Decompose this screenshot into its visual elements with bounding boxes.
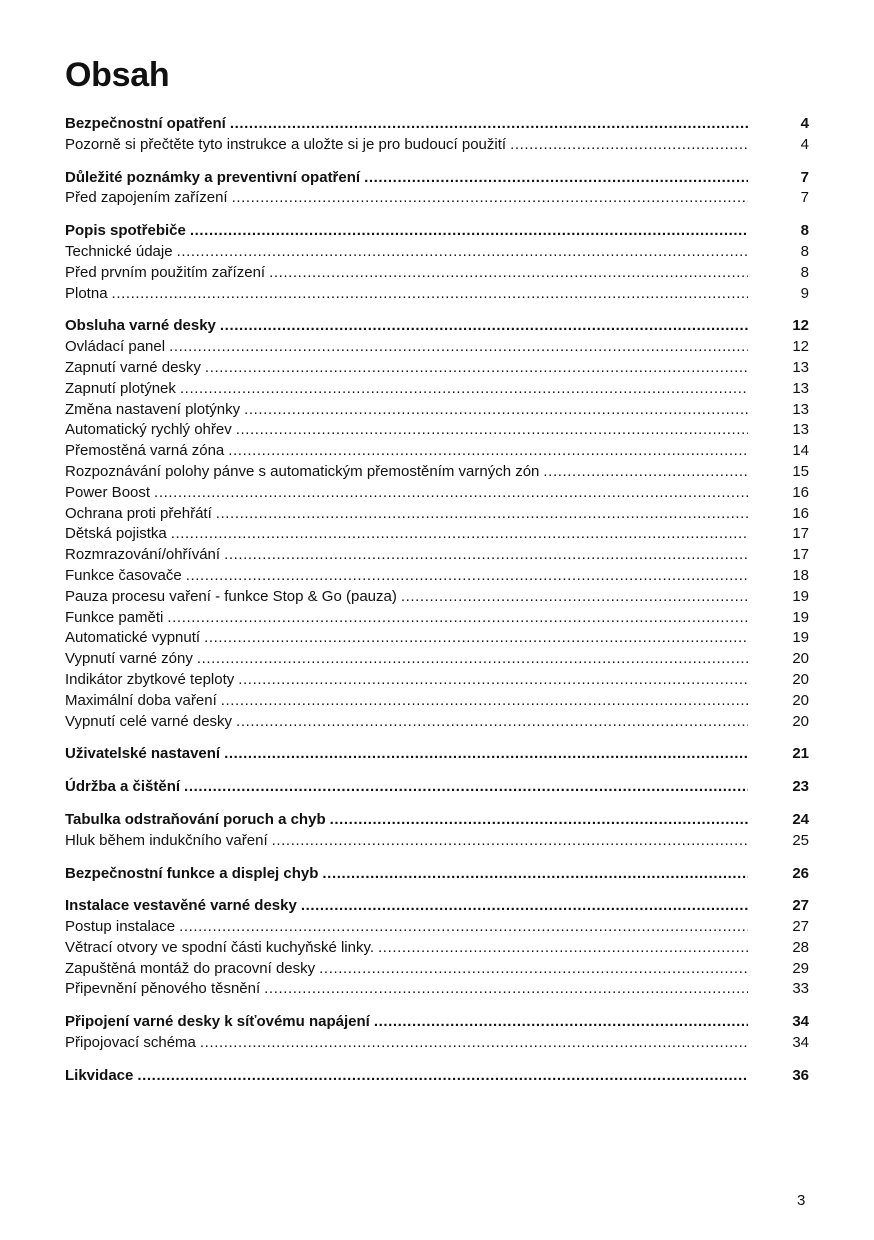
- toc-entry-page: 18: [792, 566, 809, 584]
- toc-entry-title: Vypnutí varné zóny: [65, 650, 193, 668]
- toc-entry-title: Plotna: [65, 284, 108, 302]
- dot-leader: [232, 188, 748, 209]
- toc-entry-title: Údržba a čištění: [65, 778, 181, 796]
- toc-entry[interactable]: [65, 524, 809, 545]
- toc-entry-title: Rozmrazování/ohřívání: [65, 546, 221, 564]
- toc-entry[interactable]: [65, 284, 809, 305]
- toc-entry-title: Indikátor zbytkové teploty: [65, 670, 235, 688]
- toc-entry-title: Technické údaje: [65, 242, 173, 260]
- toc-entry-title: Bezpečnostní opatření: [65, 115, 226, 132]
- toc-entry-page: 36: [792, 1066, 809, 1084]
- toc-section-heading[interactable]: [65, 896, 809, 917]
- toc-entry-title: Ochrana proti přehřátí: [65, 504, 212, 522]
- toc-entry-title: Ovládací panel: [65, 338, 166, 356]
- toc-entry-title: Power Boost: [65, 483, 151, 501]
- toc-entry-page: 17: [792, 525, 809, 543]
- toc-entry[interactable]: [65, 712, 809, 733]
- dot-leader: [112, 284, 748, 305]
- page-number: 3: [797, 1192, 806, 1209]
- toc-entry-page: 20: [792, 650, 809, 668]
- toc-entry-title: Pauza procesu vaření - funkce Stop & Go (pauza): [65, 587, 397, 605]
- dot-leader: [236, 420, 748, 441]
- toc-entry[interactable]: [65, 242, 809, 263]
- toc-entry[interactable]: [65, 400, 809, 421]
- toc-entry-page: 19: [792, 587, 809, 605]
- toc-entry[interactable]: [65, 628, 809, 649]
- dot-leader: [184, 777, 748, 798]
- toc-entry-title: Větrací otvory ve spodní části kuchyňské linky.: [65, 938, 375, 956]
- dot-leader: [137, 1066, 748, 1087]
- toc-entry[interactable]: [65, 691, 809, 712]
- toc-entry-page: 14: [792, 442, 809, 460]
- toc-entry-page: 9: [800, 284, 809, 302]
- toc-entry[interactable]: [65, 917, 809, 938]
- dot-leader: [197, 649, 748, 670]
- toc-entry-page: 19: [792, 608, 809, 626]
- dot-leader: [374, 1012, 748, 1033]
- toc-entry-title: Pozorně si přečtěte tyto instrukce a uložte si je pro budoucí použití: [65, 135, 507, 153]
- toc-entry-page: 27: [792, 918, 809, 936]
- toc-section-heading[interactable]: [65, 810, 809, 831]
- toc-entry-title: Postup instalace: [65, 918, 176, 936]
- toc-entry-title: Automatické vypnutí: [65, 629, 201, 647]
- toc-entry[interactable]: [65, 441, 809, 462]
- toc-entry[interactable]: [65, 608, 809, 629]
- toc-entry-page: 16: [792, 504, 809, 522]
- dot-leader: [230, 114, 748, 135]
- toc-entry[interactable]: [65, 1033, 809, 1054]
- toc-entry[interactable]: [65, 831, 809, 852]
- dot-leader: [167, 608, 748, 629]
- toc-entry-page: 4: [800, 135, 809, 153]
- toc-entry-page: 16: [792, 483, 809, 501]
- toc-section-heading[interactable]: [65, 1066, 809, 1087]
- toc-entry[interactable]: [65, 188, 809, 209]
- toc-entry-title: Likvidace: [65, 1066, 134, 1084]
- dot-leader: [179, 917, 748, 938]
- dot-leader: [364, 168, 748, 189]
- toc-entry-page: 13: [792, 421, 809, 439]
- dot-leader: [205, 358, 748, 379]
- toc-entry-page: 28: [792, 938, 809, 956]
- dot-leader: [216, 504, 748, 525]
- toc-entry-title: Instalace vestavěné varné desky: [65, 897, 297, 915]
- toc-entry-title: Zapuštěná montáž do pracovní desky: [65, 959, 316, 977]
- toc-entry-title: Změna nastavení plotýnky: [65, 400, 241, 418]
- toc-entry-page: 7: [800, 189, 809, 207]
- dot-leader: [204, 628, 748, 649]
- toc-entry-title: Připevnění pěnového těsnění: [65, 980, 261, 998]
- dot-leader: [224, 744, 748, 765]
- toc-entry-title: Před prvním použitím zařízení: [65, 263, 266, 281]
- toc-entry[interactable]: [65, 263, 809, 284]
- toc-entry-title: Zapnutí plotýnek: [65, 379, 176, 397]
- toc-entry-page: 34: [792, 1034, 809, 1052]
- toc-entry-title: Popis spotřebiče: [65, 222, 186, 240]
- dot-leader: [264, 979, 748, 1000]
- dot-leader: [543, 462, 748, 483]
- dot-leader: [154, 483, 748, 504]
- dot-leader: [190, 221, 748, 242]
- toc-section-heading[interactable]: [65, 221, 809, 242]
- page-title: Obsah: [65, 56, 170, 94]
- toc-entry-page: 15: [792, 462, 809, 480]
- toc-entry-page: 21: [792, 745, 809, 763]
- toc-entry[interactable]: [65, 337, 809, 358]
- toc-entry[interactable]: [65, 483, 809, 504]
- toc-entry-page: 8: [800, 242, 809, 260]
- toc-entry-title: Tabulka odstraňování poruch a chyb: [65, 810, 326, 828]
- table-of-contents: [65, 114, 809, 1087]
- toc-entry[interactable]: [65, 420, 809, 441]
- toc-entry-page: 12: [792, 338, 809, 356]
- toc-entry[interactable]: [65, 566, 809, 587]
- toc-entry-title: Uživatelské nastavení: [65, 745, 221, 763]
- toc-entry-title: Funkce časovače: [65, 566, 182, 584]
- dot-leader: [221, 691, 748, 712]
- toc-section-heading[interactable]: [65, 1012, 809, 1033]
- toc-entry-page: 17: [792, 546, 809, 564]
- toc-entry-title: Automatický rychlý ohřev: [65, 421, 232, 439]
- dot-leader: [401, 587, 748, 608]
- dot-leader: [228, 441, 748, 462]
- toc-entry-page: 33: [792, 980, 809, 998]
- dot-leader: [272, 831, 748, 852]
- toc-entry-title: Zapnutí varné desky: [65, 358, 201, 376]
- toc-entry-page: 8: [800, 222, 809, 240]
- toc-entry[interactable]: [65, 504, 809, 525]
- toc-entry-page: 20: [792, 712, 809, 730]
- toc-entry-page: 27: [792, 897, 809, 915]
- toc-group: [65, 316, 809, 732]
- toc-section-heading[interactable]: [65, 864, 809, 885]
- dot-leader: [177, 242, 748, 263]
- toc-entry-page: 13: [792, 379, 809, 397]
- dot-leader: [200, 1033, 748, 1054]
- toc-entry[interactable]: [65, 938, 809, 959]
- toc-section-heading[interactable]: [65, 168, 809, 189]
- toc-entry[interactable]: [65, 979, 809, 1000]
- toc-group: [65, 810, 809, 852]
- dot-leader: [220, 316, 748, 337]
- toc-group: [65, 114, 809, 156]
- toc-entry[interactable]: [65, 135, 809, 156]
- dot-leader: [322, 864, 748, 885]
- toc-entry-page: 12: [792, 317, 809, 335]
- toc-group: [65, 168, 809, 210]
- dot-leader: [244, 400, 748, 421]
- toc-entry-title: Obsluha varné desky: [65, 317, 216, 335]
- toc-group: [65, 777, 809, 798]
- toc-entry-page: 8: [800, 263, 809, 281]
- dot-leader: [378, 938, 748, 959]
- dot-leader: [224, 545, 748, 566]
- toc-section-heading[interactable]: [65, 744, 809, 765]
- toc-group: [65, 1066, 809, 1087]
- toc-entry[interactable]: [65, 379, 809, 400]
- toc-entry-page: 23: [792, 778, 809, 796]
- toc-entry-page: 25: [792, 831, 809, 849]
- toc-entry[interactable]: [65, 545, 809, 566]
- toc-entry-title: Připojovací schéma: [65, 1034, 196, 1052]
- toc-entry-title: Maximální doba vaření: [65, 691, 217, 709]
- toc-entry[interactable]: [65, 670, 809, 691]
- toc-entry-title: Připojení varné desky k síťovému napájení: [65, 1013, 370, 1031]
- toc-entry-title: Bezpečnostní funkce a displej chyb: [65, 864, 319, 882]
- toc-entry-page: 13: [792, 400, 809, 418]
- toc-entry-title: Funkce paměti: [65, 608, 164, 626]
- toc-entry-title: Rozpoznávání polohy pánve s automatickým přemostěním varných zón: [65, 462, 540, 480]
- toc-entry-page: 26: [792, 864, 809, 882]
- toc-entry-page: 19: [792, 629, 809, 647]
- dot-leader: [180, 379, 748, 400]
- toc-entry-title: Hluk během indukčního vaření: [65, 831, 268, 849]
- toc-group: [65, 1012, 809, 1054]
- dot-leader: [301, 896, 748, 917]
- dot-leader: [269, 263, 748, 284]
- toc-entry-page: 4: [800, 115, 809, 132]
- toc-entry-page: 13: [792, 358, 809, 376]
- toc-entry[interactable]: [65, 959, 809, 980]
- toc-entry-page: 29: [792, 959, 809, 977]
- toc-entry-page: 20: [792, 670, 809, 688]
- dot-leader: [171, 524, 748, 545]
- toc-entry[interactable]: [65, 358, 809, 379]
- dot-leader: [169, 337, 748, 358]
- toc-entry-title: Důležité poznámky a preventivní opatření: [65, 168, 361, 186]
- dot-leader: [186, 566, 748, 587]
- toc-entry-title: Vypnutí celé varné desky: [65, 712, 233, 730]
- toc-section-heading[interactable]: [65, 316, 809, 337]
- toc-group: [65, 744, 809, 765]
- toc-entry-page: 7: [800, 168, 809, 186]
- toc-entry[interactable]: [65, 649, 809, 670]
- toc-entry[interactable]: [65, 587, 809, 608]
- toc-entry[interactable]: [65, 462, 809, 483]
- toc-entry-title: Před zapojením zařízení: [65, 189, 228, 207]
- toc-group: [65, 896, 809, 1000]
- toc-entry-page: 20: [792, 691, 809, 709]
- dot-leader: [330, 810, 748, 831]
- toc-group: [65, 864, 809, 885]
- dot-leader: [319, 959, 748, 980]
- toc-section-heading[interactable]: [65, 114, 809, 135]
- toc-entry-title: Přemostěná varná zóna: [65, 442, 225, 460]
- toc-entry-page: 24: [792, 810, 809, 828]
- dot-leader: [510, 135, 748, 156]
- dot-leader: [238, 670, 748, 691]
- toc-entry-page: 34: [792, 1013, 809, 1031]
- toc-section-heading[interactable]: [65, 777, 809, 798]
- dot-leader: [236, 712, 748, 733]
- toc-group: [65, 221, 809, 304]
- toc-entry-title: Dětská pojistka: [65, 525, 167, 543]
